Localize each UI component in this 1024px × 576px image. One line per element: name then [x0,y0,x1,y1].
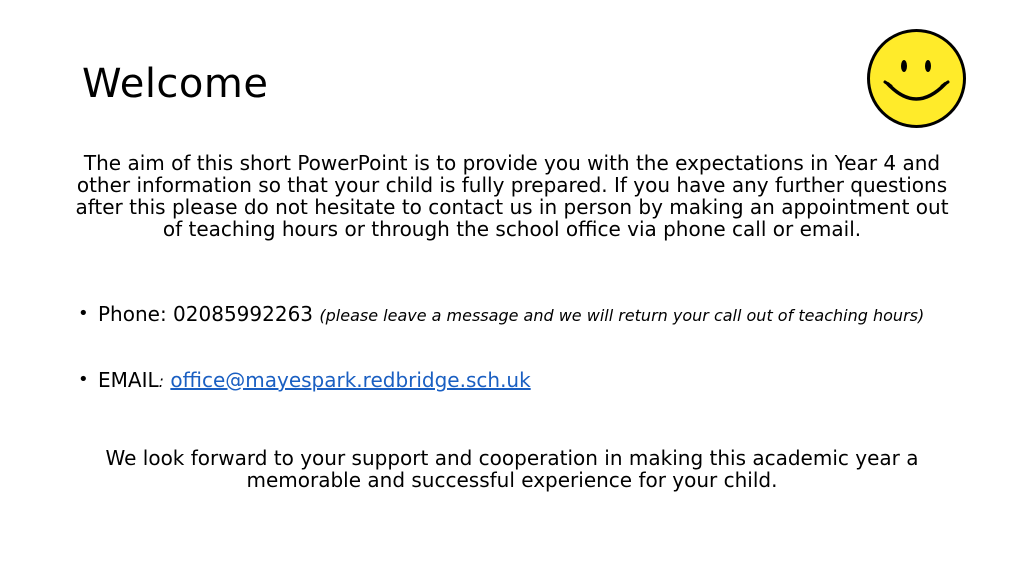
intro-paragraph: The aim of this short PowerPoint is to provide you with the expectations in Year 4 and other information so that your child is fully prepared. If you have any further questions after this please do not hesitate to contact us in person by making an appointment out of teaching hours or through the school office via phone call or email. [75,151,949,241]
email-label: EMAIL [98,368,159,392]
phone-note: (please leave a message and we will return your call out of teaching hours) [319,306,925,325]
smiley-face-icon [866,28,967,129]
email-colon: : [158,372,165,391]
email-item [78,369,958,393]
closing-paragraph: We look forward to your support and cooperation in making this academic year a memorable and successful experience for your child. [105,446,919,492]
contact-list [78,303,958,393]
page-title: Welcome [82,61,269,107]
phone-label: Phone: 02085992263 [98,302,314,326]
email-link[interactable]: office@mayespark.redbridge.sch.uk [170,368,531,392]
phone-item [78,303,958,325]
